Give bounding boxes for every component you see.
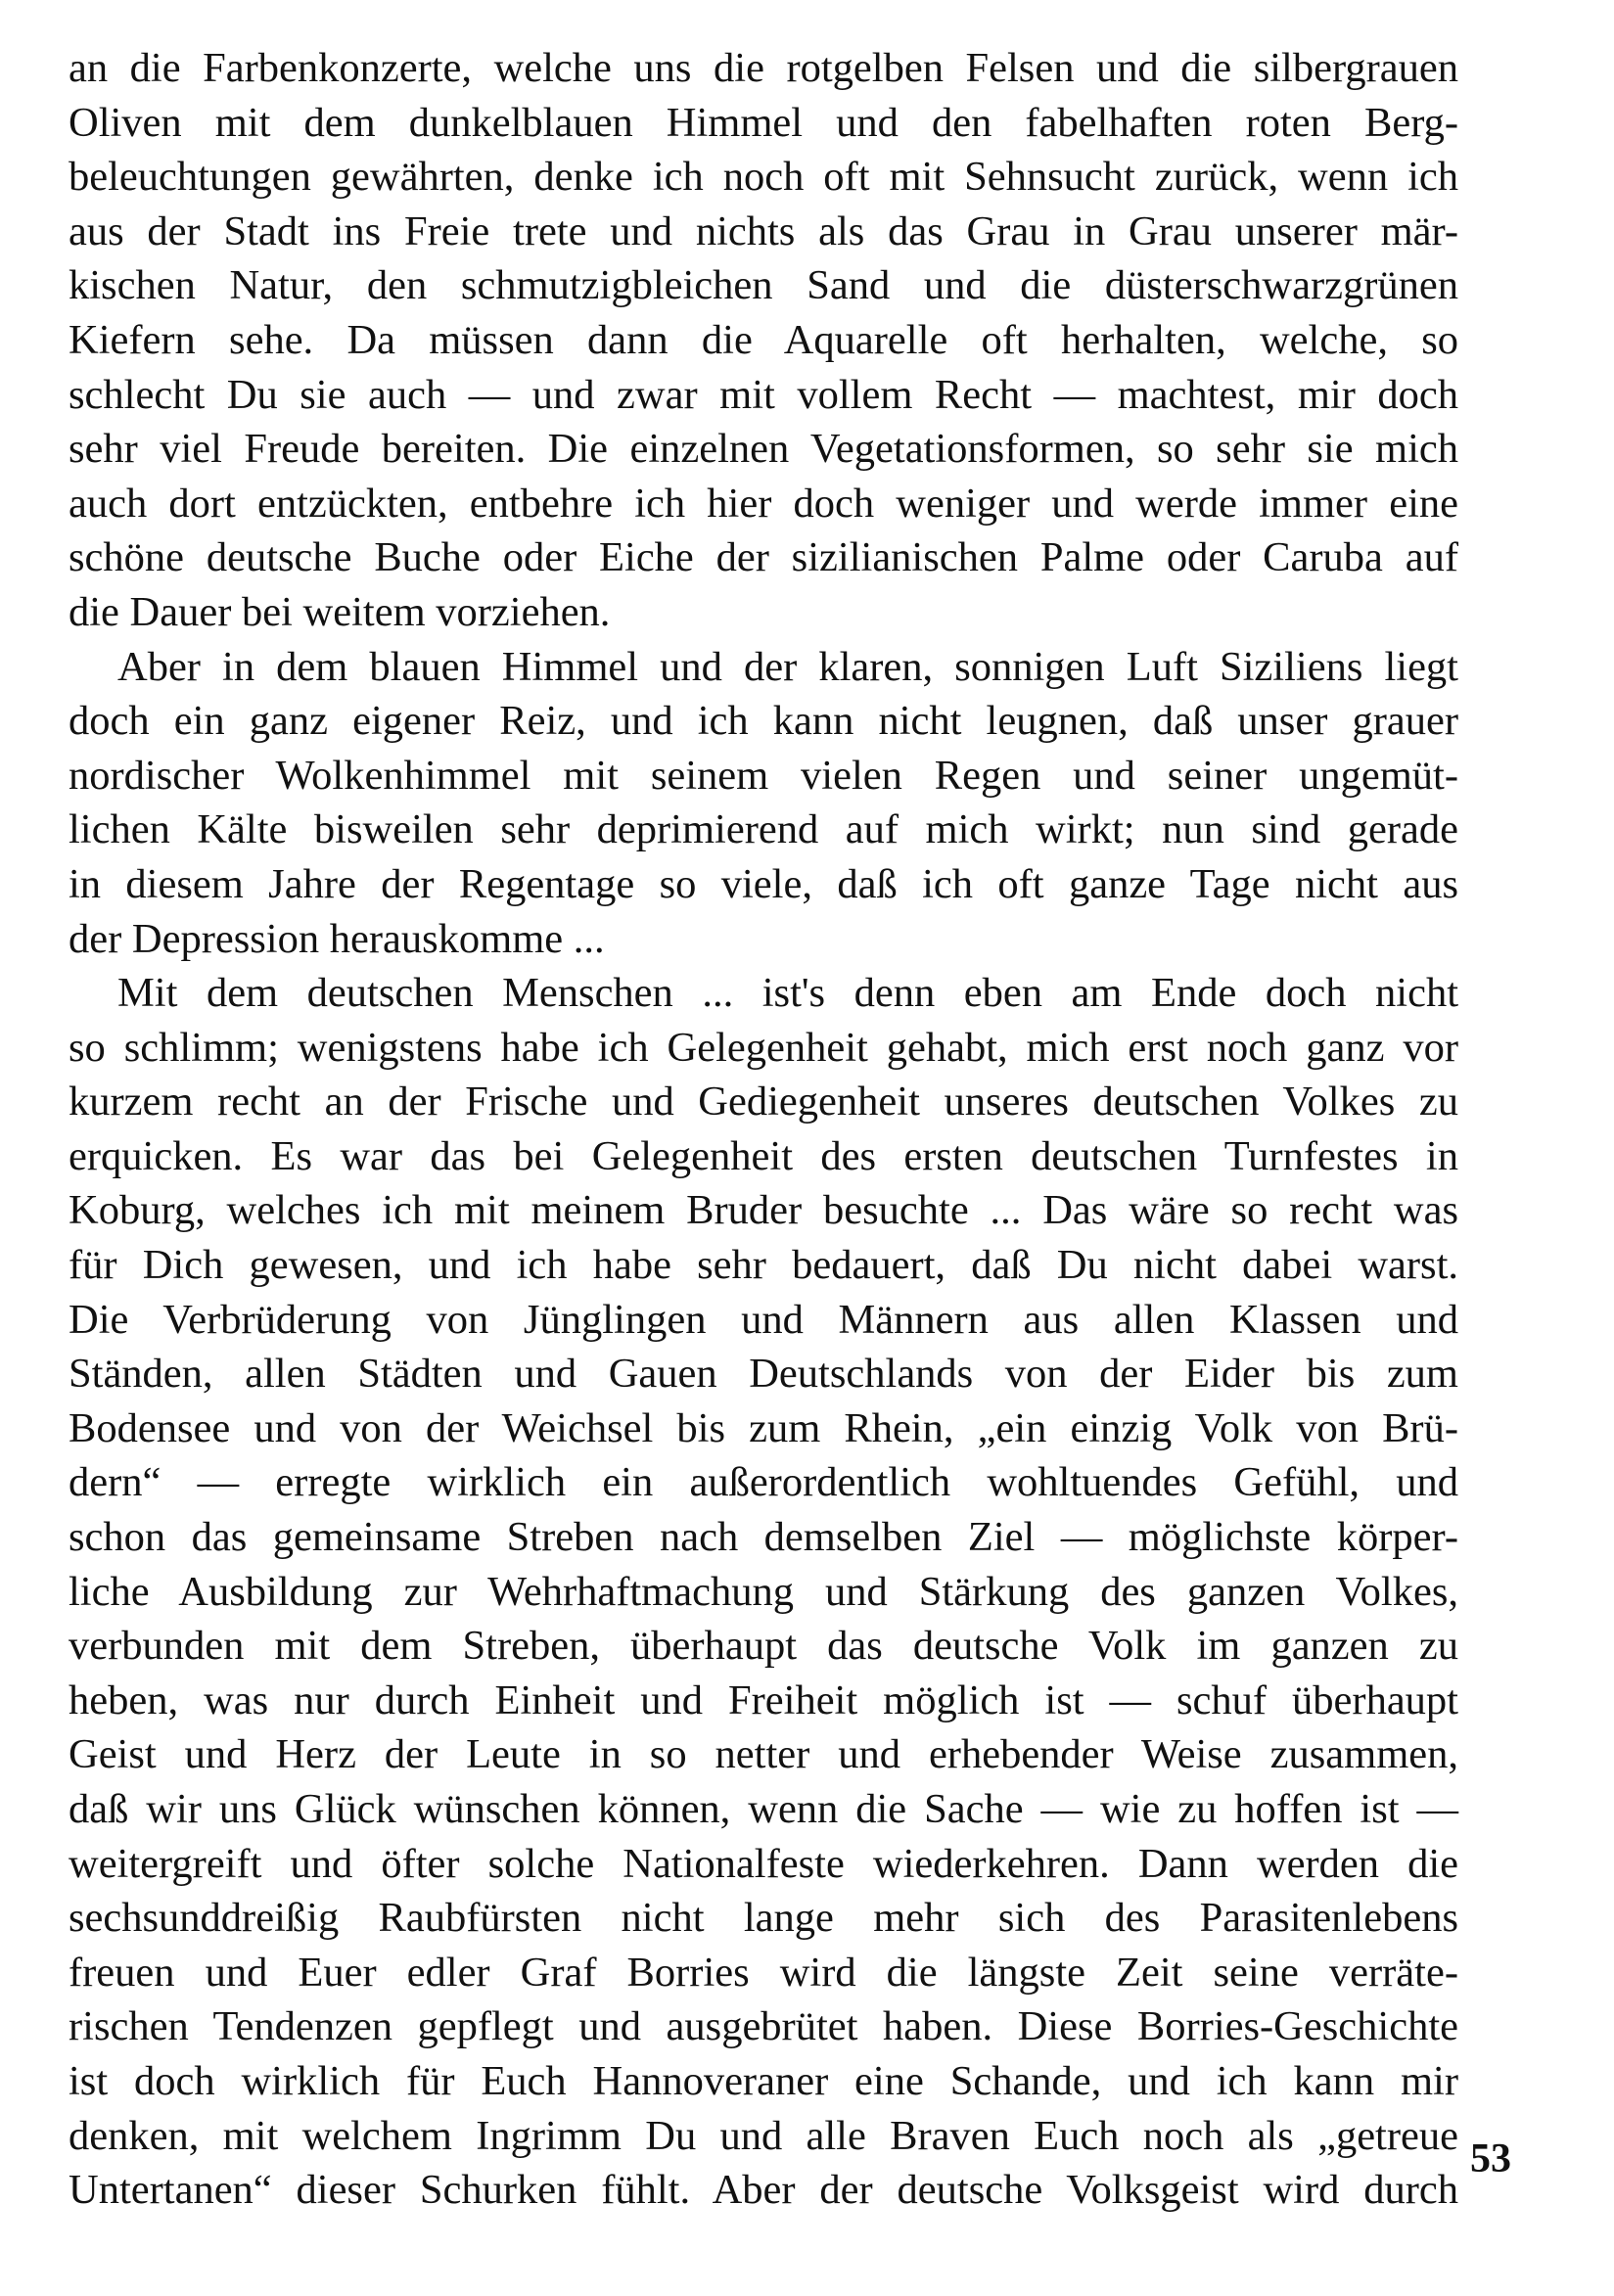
text-line: kischen Natur, den schmutzigbleichen Sand und die düsterschwarzgrünen <box>69 262 1458 309</box>
text-line: verbunden mit dem Streben, überhaupt das deutsche Volk im ganzen zu <box>69 1623 1458 1670</box>
text-line: erquicken. Es war das bei Gelegenheit des ersten deutschen Turnfestes in <box>69 1132 1458 1179</box>
text-line: Geist und Herz der Leute in so netter und erhebender Weise zusammen, <box>69 1731 1458 1778</box>
text-line: Kiefern sehe. Da müssen dann die Aquarelle oft herhalten, welche, so <box>69 316 1458 363</box>
text-line: daß wir uns Glück wünschen können, wenn die Sache — wie zu hoffen ist — <box>69 1786 1458 1832</box>
body-text <box>69 41 1458 2218</box>
text-line: liche Ausbildung zur Wehrhaftmachung und Stärkung des ganzen Volkes, <box>69 1568 1458 1615</box>
text-line: sehr viel Freude bereiten. Die einzelnen Vegetationsformen, so sehr sie mich <box>69 426 1458 473</box>
text-line: schon das gemeinsame Streben nach demselben Ziel — möglichste körper- <box>69 1514 1458 1561</box>
text-line: Oliven mit dem dunkelblauen Himmel und den fabelhaften roten Berg- <box>69 99 1458 146</box>
text-line: schöne deutsche Buche oder Eiche der sizilianischen Palme oder Caruba auf <box>69 534 1458 581</box>
paragraph-end-line: die Dauer bei weitem vorziehen. <box>69 588 611 635</box>
text-line: Koburg, welches ich mit meinem Bruder besuchte ... Das wäre so recht was <box>69 1187 1458 1234</box>
text-line: Die Verbrüderung von Jünglingen und Männern aus allen Klassen und <box>69 1296 1458 1343</box>
text-line: sechsunddreißig Raubfürsten nicht lange mehr sich des Parasitenlebens <box>69 1895 1458 1942</box>
text-line: so schlimm; wenigstens habe ich Gelegenheit gehabt, mich erst noch ganz vor <box>69 1024 1458 1071</box>
text-line: ist doch wirklich für Euch Hannoveraner eine Schande, und ich kann mir <box>69 2057 1458 2104</box>
text-line: kurzem recht an der Frische und Gediegenheit unseres deutschen Volkes zu <box>69 1079 1458 1125</box>
text-line: Ständen, allen Städten und Gauen Deutschlands von der Eider bis zum <box>69 1351 1458 1398</box>
text-line: rischen Tendenzen gepflegt und ausgebrütet haben. Diese Borries-Geschichte <box>69 2003 1458 2050</box>
text-line: schlecht Du sie auch — und zwar mit vollem Recht — machtest, mir doch <box>69 371 1458 418</box>
text-line: Bodensee und von der Weichsel bis zum Rhein, „ein einzig Volk von Brü- <box>69 1404 1458 1451</box>
text-line: beleuchtungen gewährten, denke ich noch oft mit Sehnsucht zurück, wenn ich <box>69 154 1458 201</box>
page-number: 53 <box>1470 2136 1511 2181</box>
paragraph-start-line: Mit dem deutschen Menschen ... ist's denn eben am Ende doch nicht <box>117 970 1458 1017</box>
paragraph-start-line: Aber in dem blauen Himmel und der klaren, sonnigen Luft Siziliens liegt <box>117 643 1458 690</box>
text-line: auch dort entzückten, entbehre ich hier doch weniger und werde immer eine <box>69 480 1458 527</box>
text-line: für Dich gewesen, und ich habe sehr bedauert, daß Du nicht dabei warst. <box>69 1242 1458 1289</box>
text-line: weitergreift und öfter solche Nationalfeste wiederkehren. Dann werden die <box>69 1840 1458 1887</box>
text-line: freuen und Euer edler Graf Borries wird die längste Zeit seine verräte- <box>69 1949 1458 1996</box>
text-line: lichen Kälte bisweilen sehr deprimierend auf mich wirkt; nun sind gerade <box>69 806 1458 853</box>
text-line: heben, was nur durch Einheit und Freiheit möglich ist — schuf überhaupt <box>69 1676 1458 1723</box>
text-line: in diesem Jahre der Regentage so viele, daß ich oft ganze Tage nicht aus <box>69 860 1458 907</box>
text-line: an die Farbenkonzerte, welche uns die rotgelben Felsen und die silbergrauen <box>69 45 1458 91</box>
text-line: Untertanen“ dieser Schurken fühlt. Aber der deutsche Volksgeist wird durch <box>69 2167 1458 2214</box>
paragraph-end-line: der Depression herauskomme ... <box>69 915 605 962</box>
text-line: dern“ — erregte wirklich ein außerordentlich wohltuendes Gefühl, und <box>69 1459 1458 1506</box>
text-line: doch ein ganz eigener Reiz, und ich kann nicht leugnen, daß unser grauer <box>69 698 1458 745</box>
text-line: aus der Stadt ins Freie trete und nichts als das Grau in Grau unserer mär- <box>69 207 1458 254</box>
text-line: nordischer Wolkenhimmel mit seinem vielen Regen und seiner ungemüt- <box>69 752 1458 799</box>
text-line: denken, mit welchem Ingrimm Du und alle Braven Euch noch als „getreue <box>69 2112 1458 2159</box>
